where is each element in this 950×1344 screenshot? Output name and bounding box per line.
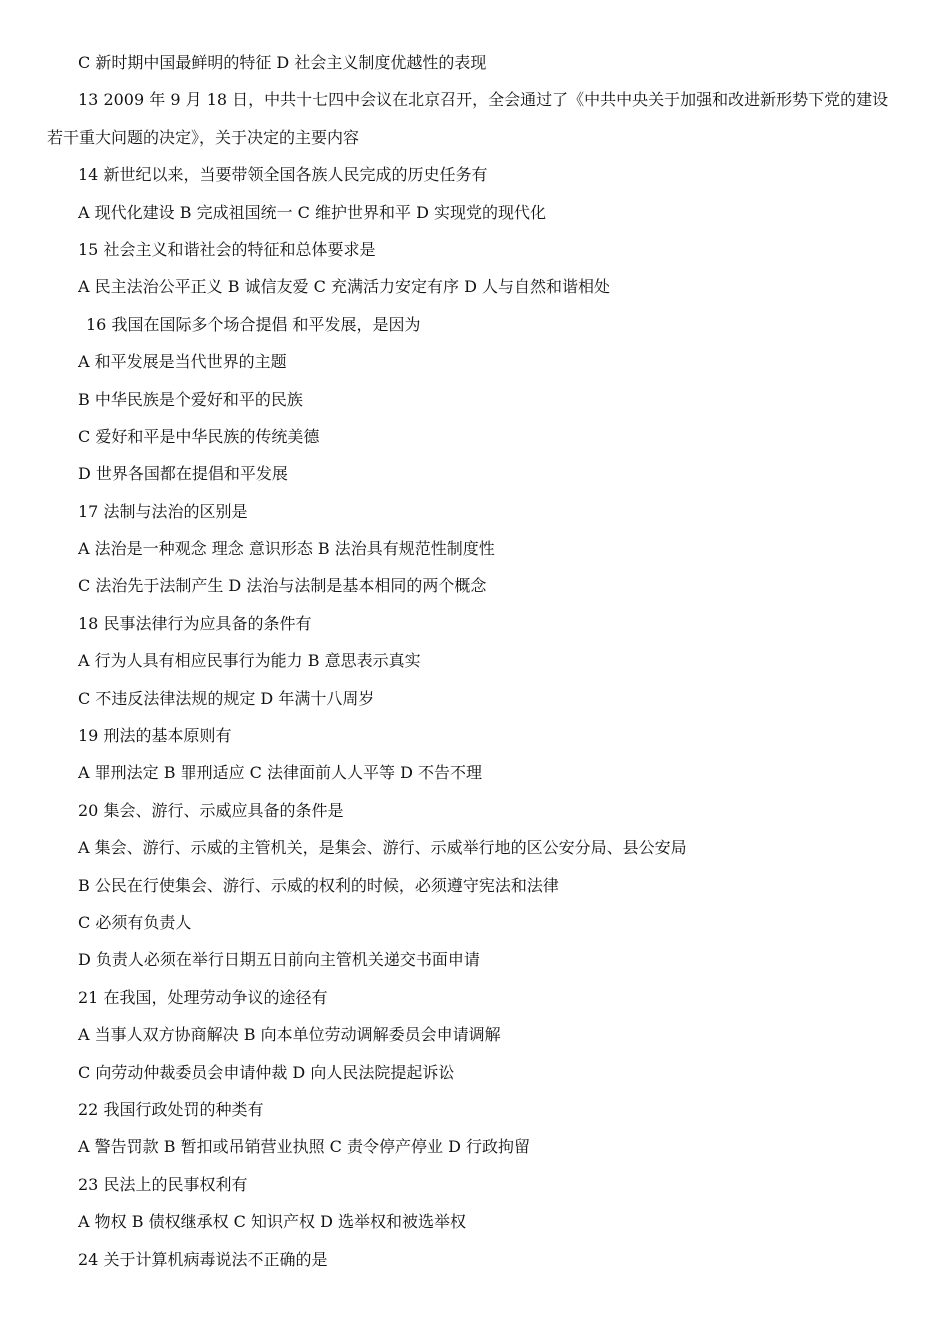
text-line: 19 刑法的基本原则有: [78, 726, 232, 746]
document-body: [0, 49, 950, 1283]
text-line: C 必须有负责人: [78, 912, 192, 932]
text-line: 24 关于计算机病毒说法不正确的是: [78, 1249, 328, 1269]
text-line: A 罪刑法定 B 罪刑适应 C 法律面前人人平等 D 不告不理: [78, 763, 482, 783]
text-line: 20 集会、游行、示威应具备的条件是: [78, 800, 344, 820]
text-line: 22 我国行政处罚的种类有: [78, 1099, 264, 1119]
text-line: 15 社会主义和谐社会的特征和总体要求是: [78, 239, 376, 259]
text-line: 17 法制与法治的区别是: [78, 501, 248, 521]
text-line: 18 民事法律行为应具备的条件有: [78, 613, 312, 633]
text-line: 若干重大问题的决定》，关于决定的主要内容: [47, 127, 360, 147]
text-line: 23 民法上的民事权利有: [78, 1174, 248, 1194]
text-line: A 警告罚款 B 暂扣或吊销营业执照 C 责令停产停业 D 行政拘留: [78, 1137, 530, 1157]
text-line: 21 在我国，处理劳动争议的途径有: [78, 987, 328, 1007]
text-line: D 负责人必须在举行日期五日前向主管机关递交书面申请: [78, 950, 480, 970]
text-line: 14 新世纪以来，当要带领全国各族人民完成的历史任务有: [78, 165, 488, 185]
text-line: B 公民在行使集会、游行、示威的权利的时候，必须遵守宪法和法律: [78, 875, 559, 895]
text-line: C 新时期中国最鲜明的特征 D 社会主义制度优越性的表现: [78, 53, 487, 72]
text-line: C 法治先于法制产生 D 法治与法制是基本相同的两个概念: [78, 576, 487, 596]
text-line: A 集会、游行、示威的主管机关，是集会、游行、示威举行地的区公安分局、县公安局: [78, 838, 687, 858]
text-line: A 当事人双方协商解决 B 向本单位劳动调解委员会申请调解: [78, 1025, 501, 1045]
text-line: A 行为人具有相应民事行为能力 B 意思表示真实: [78, 651, 421, 671]
text-line: A 现代化建设 B 完成祖国统一 C 维护世界和平 D 实现党的现代化: [78, 202, 546, 222]
text-line: C 爱好和平是中华民族的传统美德: [78, 426, 320, 446]
text-line: 13 2009 年 9 月 18 日，中共十七四中会议在北京召开，全会通过了《中共中央关于加强和改进新形势下党的建设: [78, 90, 889, 110]
text-line: C 不违反法律法规的规定 D 年满十八周岁: [78, 688, 375, 708]
text-line: B 中华民族是个爱好和平的民族: [78, 389, 303, 409]
text-line: A 民主法治公平正义 B 诚信友爱 C 充满活力安定有序 D 人与自然和谐相处: [78, 277, 610, 297]
text-line: 16 我国在国际多个场合提倡 和平发展，是因为: [86, 314, 421, 334]
text-line: A 物权 B 债权继承权 C 知识产权 D 选举权和被选举权: [78, 1212, 466, 1232]
text-line: A 和平发展是当代世界的主题: [78, 352, 287, 372]
text-line: A 法治是一种观念 理念 意识形态 B 法治具有规范性制度性: [78, 539, 495, 559]
text-line: C 向劳动仲裁委员会申请仲裁 D 向人民法院提起诉讼: [78, 1062, 455, 1082]
text-line: D 世界各国都在提倡和平发展: [78, 464, 288, 484]
